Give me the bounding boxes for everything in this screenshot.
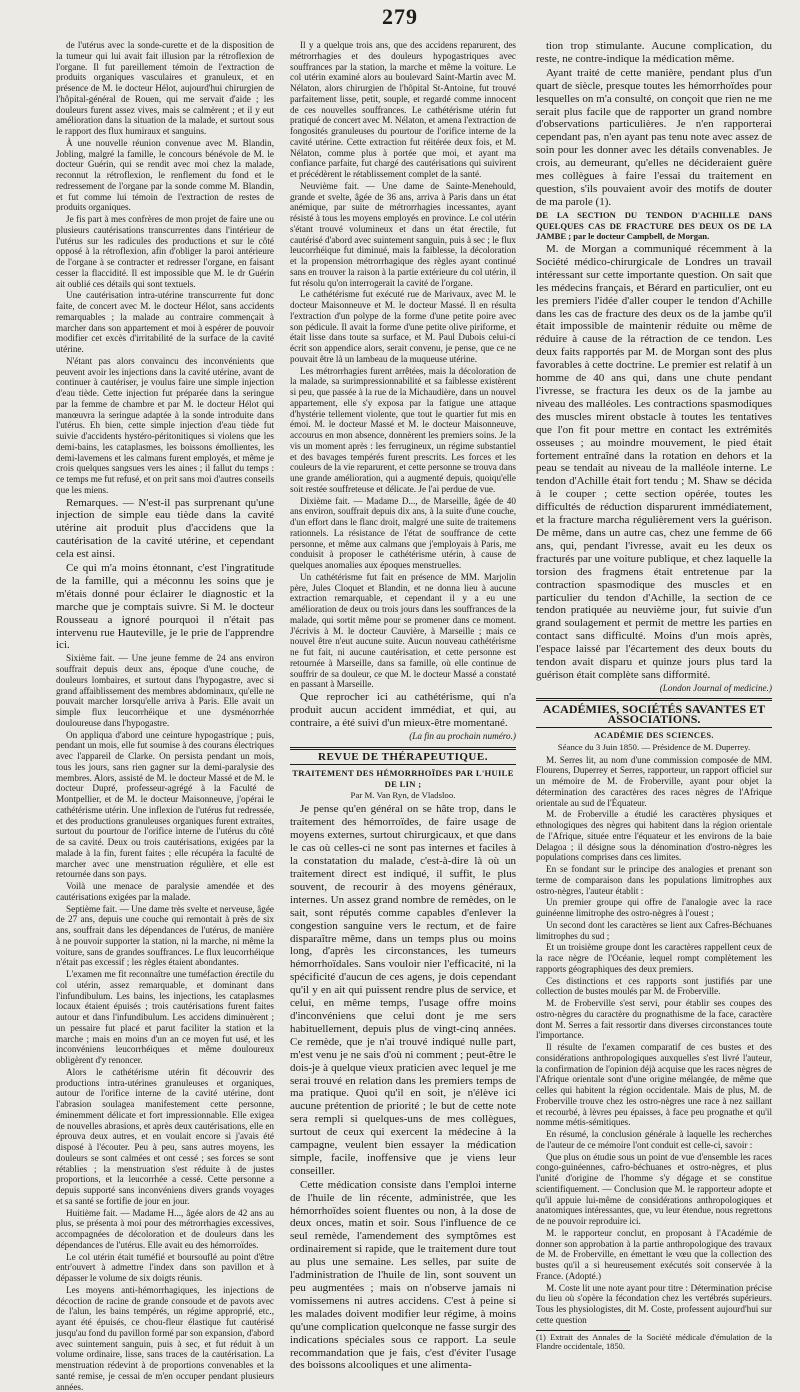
paragraph: M. Coste lit une note ayant pour titre : Détermination précise du lieu où s'opère la fécondation chez les vertébrés supérieurs. Tous les physiologistes, dit M. Coste, professent aujourd'hui sur cette question bbox=[536, 1282, 772, 1325]
paragraph: Le cathétérisme fut exécuté rue de Marivaux, avec M. le docteur Maisonneuve et M. le docteur Massé. Il en résulta l'extraction d'un polype de la forme d'une petite poire avec son pédicule. Il avait la forme d'une petite olive piriforme, et était lisse dans toute sa surface, et M. Paul Dubois celui-ci écrit son appendice alors, serait convenu, je pense, que ce ne pouvait être là un lambeau de la muqueuse utérine. bbox=[290, 289, 516, 364]
paragraph: M. Serres lit, au nom d'une commission composée de MM. Flourens, Duperrey et Serres, rapporteur, un rapport officiel sur un mémoire de M. de Froberville, ayant pour objet la détermination des caractères des races nègres de l'Afrique orientale au sud de l'Équateur. bbox=[536, 754, 772, 808]
paragraph: Neuvième fait. — Une dame de Sainte-Menehould, grande et svelte, âgée de 36 ans, arriva à Paris dans un état anémique, par suite de métrorrhagies incessantes, ayant résisté à tous les moyens employés en province. Le col utérin s'étant trouvé volumineux et dans un état érectile, fut cautérisé d'abord avec suintement sanguin, puis à sec ; le flux leucorrhéique fut diminué, mais la faiblesse, la décoloration et la propension métrorrhagique des règles ayant continué sans en trouver la raison à la partie extérieure du col utérin, il fut résolu qu'on interrogerait la cavité de l'organe. bbox=[290, 180, 516, 288]
paragraph: Une cautérisation intra-utérine transcurrente fut donc faite, de concert avec M. le docteur Hélot, sans accidents remarquables ; la malade au contraire commençait à marcher dans son appartement et moi à espérer de pouvoir modifier cet excès d'irritabilité de la surface de la cavité utérine. bbox=[56, 290, 274, 354]
column-2 bbox=[290, 40, 516, 1372]
paragraph: Un cathétérisme fut fait en présence de MM. Marjolin père, Jules Cloquet et Blandin, et ne donna lieu à aucune extraction remarquable, et cependant il y a eu une amélioration de deux ou trois jours dans les souffrances de la malade, qui sortit même pour se promener dans ce moment. J'écrivis à M. le docteur Cauvière, à Marseille ; mais ce nouvel être n'eut aucune suite. Aucun nouveau cathétérisme ne fut fait, ni aucune cautérisation, et cette personne est retournée à Marseille, dans sa famille, où elle continue de souffrir de sa douleur, ce que M. le docteur Massé a constaté en passant à Marseille. bbox=[290, 571, 516, 690]
paragraph: tion trop stimulante. Aucune complication, du reste, ne contre-indique la médication même. bbox=[536, 40, 772, 65]
academies-session: Séance du 3 Juin 1850. — Présidence de M. Duperrey. bbox=[557, 741, 751, 752]
paragraph: En se fondant sur le principe des analogies et prenant son terme de comparaison dans les populations limitrophes aux ostro-nègres, l'auteur établit : bbox=[536, 864, 772, 896]
paragraph: Ces distinctions et ces rapports sont justifiés par une collection de bustes moulés par M. de Froberville. bbox=[536, 975, 772, 997]
therapeutique-article-title: TRAITEMENT DES HÉMORRHOÏDES PAR L'HUILE DE LIN ; bbox=[292, 768, 514, 789]
therapeutique-section-title: REVUE DE THÉRAPEUTIQUE. bbox=[290, 747, 516, 765]
article-source: (London Journal of medicine.) bbox=[659, 682, 772, 693]
continued-note: (La fin au prochain numéro.) bbox=[409, 730, 516, 741]
academies-section-title: ACADÉMIES, SOCIÉTÉS SAVANTES ET ASSOCIATIONS. bbox=[536, 698, 772, 729]
paragraph: Ayant traité de cette manière, pendant plus d'un quart de siècle, presque toutes les hémorrhoïdes pour lesquelles on m'a consulté, on conçoit que rien ne me serait plus facile que de rapporter un grand nombre d'observations particulières. Je n'en rapporterai cependant pas, n'en ayant pas tenu note avec assez de soin pour les donner avec les détails convenables. Je crois, au demeurant, qu'elles ne décideraient guère mes collègues à faire l'essai du traitement en question, s'ils pouvaient avoir des motifs de douter de ma parole (1). bbox=[536, 66, 772, 208]
paragraph: Sixième fait. — Une jeune femme de 24 ans environ souffrait depuis deux ans, époque d'une couche, de douleurs lombaires, et surtout dans l'hypogastre, avec si grand affaiblissement des membres abdominaux, qu'elle ne pouvait marcher lorsqu'elle arriva à Paris. Elle avait un simple flux leucorrhéique et une dysménorrhée douloureuse dans l'hypogastre. bbox=[56, 653, 274, 728]
paragraph: Que plus on étudie sous un point de vue d'ensemble les races congo-guinéennes, cafro-béchuanes et ostro-nègres, et plus l'unité d'origine de l'homme s'y dégage et se constitue scientifiquement. — Conclusion que M. le rapporteur adopte et qu'il appuie lui-même de considérations anthropologiques et anatomiques intéressantes, que, vu leur étendue, nous regrettons de ne pouvoir reproduire ici. bbox=[536, 1151, 772, 1227]
paragraph: Les moyens anti-hémorrhagiques, les injections de décoction de racine de grande consoude et de pavots avec de l'alun, les bains tempérés, un régime approprié, etc., ayant été épuisés, ce chou-fleur élastique fut cautérisé jusqu'au fond du pavillon formé par son expansion, d'abord avec suintement sanguin, puis à sec, et fut réduit à un volume ordinaire, lisse, sans traces de la cautérisation. La menstruation rédevint à de proportions convenables et la santé remise, je cessai de m'en occuper pendant plusieurs années. bbox=[56, 1284, 274, 1392]
page-number: 279 bbox=[382, 4, 418, 29]
paragraph: M. de Froberville a étudié les caractères physiques et ethnologiques des nègres qui habitent dans la région orientale de l'Afrique, située entre l'équateur et les environs de la baie Delagoa ; il désigne sous la dénomination d'ostro-nègres les populations comprises dans ces limites. bbox=[536, 809, 772, 863]
paragraph: Je pense qu'en général on se hâte trop, dans le traitement des hémorroïdes, de faire usage de moyens externes, surtout chirurgicaux, et que dans le cas où celles-ci ne sont pas internes et faciles à la constatation du malade, c'est-à-dire là où un traitement direct est indiqué, il suffit, le plus souvent, de recourir à des moyens généraux, internes. Un assez grand nombre de remèdes, on le sait, sont réputés comme capables d'enlever la congestion sanguine vers le rectum, et de faire disparaître même, dans un temps plus ou moins long, d'après les circonstances, les tumeurs hémorrhoïdales. Sans vouloir nier l'efficacité, ni la spécificité d'aucun de ces agens, je dois cependant qu'il y en ait qui puissent rendre plus de service, et celui, en même temps, l'usage offre moins d'inconvéniens que celui dont je me sers habituellement, depuis plus de vingt-cinq années. Ce remède, que je n'ai trouvé indiqué nulle part, m'est venu je ne sais d'où ni comment ; peut-être le dois-je à quelque vieux praticien avec lequel je me serai trouvé en relation dans les premiers temps de ma pratique. Quoi qu'il en soit, je n'élève ici aucune prétention de priorité ; le but de cette note sera rempli si quelques-uns de mes collègues, surtout de ceux qui exercent la médecine à la campagne, veulent bien essayer la médication simple, facile, inoffensive que je viens leur conseiller. bbox=[290, 803, 516, 1177]
column-1 bbox=[56, 40, 275, 1392]
footnote: (1) Extrait des Annales de la Société médicale d'émulation de la Flandre occidentale, 1850. bbox=[536, 1332, 772, 1352]
paragraph: Le col utérin était tuméfié et boursouflé au point d'être entr'ouvert à admettre l'index dans son pavillon et à dépasser le volume de six doigts réunis. bbox=[56, 1251, 274, 1284]
paragraph: Alors le cathétérisme utérin fit découvrir des productions intra-utérines granuleuses et organiques, autour de l'orifice interne de la cavité utérine, dont l'abrasion soulagea manifestement cette personne, éminemment délicate et fort impressionnable. Elle exigea de nouvelles abrasions, et après deux cautérisations, elle en éprouva deux autres, et en voulait encore si j'avais été disposé à l'écouter. Peu à peu, sans autres moyens, les douleurs se sont calmées et ont cessé ; ses forces se sont rétablies ; la menstruation s'est réduite à de justes proportions, et la leucorrhée a cessé. Cette personne a depuis supporté sans inconvéniens divers grands voyages et sa santé se fortifie de jour en jour. bbox=[56, 1066, 274, 1206]
paragraph: Huitième fait. — Madame H..., âgée alors de 42 ans au plus, se présenta à moi pour des métrorrhagies excessives, accompagnées de décoloration et de douleurs dans les dépendances de l'utérus. Elle avait eu des hémorroïdes. bbox=[56, 1207, 274, 1250]
paragraph: Un second dont les caractères se lient aux Cafres-Béchuanes limitrophes du sud ; bbox=[536, 919, 772, 941]
paragraph: On appliqua d'abord une ceinture hypogastrique ; puis, pendant un mois, elle fut soumise à des courans électriques avec l'appareil de Clarke. On persista pendant un mois, tous les jours, sans rien gagner sur la demi-paralysie des membres. Alors, assisté de M. le docteur Massé et de M. le docteur Dupré, professeur-agrégé à la Faculté de Montpellier, et de M. le docteur Maisonneuve, j'opérai le cathétérisme utérin. Une inflexion de l'utérus fut redressée, et des productions granuleuses organiques furent extraites, surtout du pourtour de l'orifice interne de l'utérus du côté de sa cavité. Deux ou trois cautérisations, exigées par la malade à la fin, furent faites ; elle récupéra la faculté de marcher avec une menstruation régulière, et elle est retournée dans son pays. bbox=[56, 729, 274, 880]
paragraph: N'étant pas alors convaincu des inconvénients que peuvent avoir les injections dans la cavité utérine, avant de continuer à cautériser, je voulus faire une simple injection d'eau tiède. Cette injection fut préparée dans la seringue par la femme de chambre et par M. le docteur Hélot qui manœuvra la seringue adaptée à la sonde introduite dans l'utérus. Eh bien, cette simple injection d'eau tiède fut suivie d'accidents hystéro-péritonitiques si violens que les demi-bains, les cataplasmes, les boissons émollientes, les demi-lavemens et les calmans furent employés, et même je crois quelques sangsues vers les aines ; il fallut du temps : ce temps me fut refusé, et on prit sans moi d'autres conseils que les miens. bbox=[56, 355, 275, 495]
column-3 bbox=[536, 40, 772, 1352]
paragraph: Que reprocher ici au cathétérisme, qui n'a produit aucun accident immédiat, et qui, au contraire, a été suivi d'un mieux-être momentané. bbox=[290, 691, 516, 729]
paragraph: Il résulte de l'examen comparatif de ces bustes et des considérations anthropologiques auxquelles s'est livré l'auteur, la confirmation de l'opinion déjà acquise que les races nègres de l'Afrique orientale sont d'une origine mélangée, de même que celles qui habitent la région occidentale. Mais de plus, M. de Froberville trouve chez les ostro-nègres une race à nez saillant et recourbé, à lèvres peu épaisses, à face peu prognathe et qu'il nomme métis-sémitiques. bbox=[536, 1042, 772, 1128]
paragraph: Voilà une menace de paralysie amendée et des cautérisations exigées par la malade. bbox=[56, 881, 274, 902]
paragraph: Les métrorrhagies furent arrêtées, mais la décoloration de la malade, sa surimpressionnabilité et sa faiblesse existèrent si peu, que passée à la rue de la Michaudière, dans un nouvel appartement, elle s'y exposa par la fatigue une attaque d'hystérie tellement violente, que tout le quartier fut mis en émoi. M. le docteur Massé et M. le docteur Maisonneuve, accourus en mon absence, donnèrent les premiers soins. Je la vis un moment après : les ferrugineux, un régime substantiel et des bavages tempérés furent prescrits. Les forces et les couleurs de la vie reparurent, et cette personne se trouva dans une grande amélioration, qui a augmenté depuis, quoiqu'elle soit restée souffreteuse et délicate. Je l'ai perdue de vue. bbox=[290, 365, 516, 494]
paragraph: Septième fait. — Une dame très svelte et nerveuse, âgée de 27 ans, depuis une couche qui remontait à près de six ans, souffrait dans les dépendances de l'utérus, de manière à ne pouvoir supporter la station, ni la marche, ni même la voiture, sans de grandes souffrances. Le flux leucorrhéique n'était pas excessif ; les règles étaient abondantes. bbox=[56, 903, 274, 968]
paragraph: Ce qui m'a moins étonnant, c'est l'ingratitude de la famille, qui a méconnu les soins que je m'étais donné pour éclairer le diagnostic et la marche que je comptais suivre. Si M. le docteur Rousseau a ignoré pourquoi il n'était pas intervenu rue Hauteville, je le prie de l'apprendre ici. bbox=[56, 562, 274, 652]
paragraph: de l'utérus avec la sonde-curette et de la disposition de la tumeur qui lui avait fait illusion par la rétroflexion de l'organe. Il fut pareillement témoin de l'extraction de produits organiques vasculaires et granuleux, et en présence de M. le docteur Hélot, aujourd'hui chirurgien de l'hôpital-général de Rouen, qui me servait d'aide ; les douleurs furent assez vives, mais se calmèrent ; et il y eut amélioration dans la situation de la malade, et surtout sous le rapport des flux humiraux et sanguins. bbox=[56, 40, 274, 136]
paragraph: Je fis part à mes confrères de mon projet de faire une ou plusieurs cautérisations transcurrentes dans l'intérieur de l'utérus sur les radicules des productions et sur le côté opposé à la rétroflexion, afin d'obliger la paroi antérieure de l'organe à se contracter et redresser l'organe, en faisant cesser la flaccidité. Il est impossible que M. le dr Guérin ait oublié ces détails qui sont textuels. bbox=[56, 214, 274, 289]
paragraph: M. de Morgan a communiqué récemment à la Société médico-chirurgicale de Londres un travail intéressant sur cette importante question. On sait que les médecins français, et Bérard en particulier, ont eu les premiers l'idée d'aller couper le tendon d'Achille dans les cas de fracture des deux os de la jambe qu'il était impossible de maintenir réduite ou même de réduire à cause de la rétraction de ce tendon. Les deux faits rapportés par M. de Morgan sont des plus favorables à cette doctrine. Le premier est relatif à un homme de 40 ans qui, dans une chute pendant l'ivresse, se fractura les deux os de la jambe au niveau des malléoles. Les contractions spasmodiques des muscles mirent obstacle à toutes les tentatives que l'on fit pour mettre en contact les extrémités osseuses ; au moindre mouvement, le pied était fortement entraîné dans la rotation en dehors et la peau se tendait au niveau de la malléole interne. Le tendon d'Achille était fort tendu ; M. Shaw se décida à le couper ; cette section opérée, toutes les difficultés de réduction disparurent immédiatement, et la fracture marcha régulièrement vers la guérison. De même, dans un autre cas, chez une femme de 66 ans, qui, pendant l'ivresse, avait eu les deux os fracturés par une voiture publique, et chez laquelle la torsion des fragmens était entretenue par la contraction spasmodique des muscles et en particulier du tendon d'Achille, la section de ce tendon pratiquée au neuvième jour, fut suivie d'un grand soulagement et permit de mettre les parties en contact sans difficulté. Moins d'un mois après, l'espace laissé par l'écartement des deux bouts du tendon avait disparu et quinze jours plus tard la guérison était complète sans difformité. bbox=[536, 243, 772, 681]
paragraph: Il y a quelque trois ans, que des accidens reparurent, des métrorrhagies et des douleurs hypogastriques avec souffrances par la station, la marche et même la voiture. Le col utérin examiné alors au boulevard Saint-Martin avec M. Nélaton, alors chirurgien de l'hôpital St-Antoine, fut trouvé parfaitement lisse, petit, souple, et regardé comme innocent de ces nouvelles souffrances. Le cathétérisme utérin fut pratiqué de concert avec M. Nélaton, et amena l'extraction de fongosités granuleuses du pourtour de l'orifice interne de la cavité utérine. Cette extraction fut réitérée deux fois, et M. Nélaton, comme plus à portée que moi, et ayant ma confiance parfaite, fut chargé des cautérisations qui suivirent et précédèrent le rétablissement complet de la santé. bbox=[290, 40, 516, 179]
paragraph: En résumé, la conclusion générale à laquelle les recherches de l'auteur de ce mémoire l'ont conduit est celle-ci, savoir : bbox=[536, 1129, 772, 1150]
paragraph: Et un troisième groupe dont les caractères rappellent ceux de la race nègre de l'Océanie, lequel rompt complètement les rapports géographiques des deux premiers. bbox=[536, 942, 772, 974]
paragraph: Remarques. — N'est-il pas surprenant qu'une injection de simple eau tiède dans la cavité utérine ait produit plus d'accidens que la cautérisation de la cavité utérine, et cependant cela est ainsi. bbox=[56, 496, 274, 561]
paragraph: M. de Froberville s'est servi, pour établir ses coupes des ostro-nègres du caractère du prognathisme de la face, caractère dont M. Serres a fait ressortir dans diverses circonstances toute l'importance. bbox=[536, 998, 772, 1041]
academies-subtitle: ACADÉMIE DES SCIENCES. bbox=[594, 731, 714, 741]
paragraph: Cette médication consiste dans l'emploi interne de l'huile de lin récente, administrée, que les hémorrhoïdes soient fluentes ou non, à la dose de deux onces, matin et soir. Sous l'influence de ce seul remède, l'amendement des symptômes est ordinairement si rapide, que le traitement dure tout au plus une semaine. Les selles, par suite de l'administration de l'huile de lin, sont souvent un peu augmentées ; mais on n'observe jamais ni vomissemens ni autres accidens. C'est à peine si les malades doivent modifier leur régime, à moins qu'une complication quelconque ne fasse surgir des indications spéciales sous ce rapport. La seule recommandation que je fais, c'est d'éviter l'usage des boissons alcooliques et une alimenta- bbox=[290, 1178, 516, 1372]
therapeutique-author: Par M. Van Ryn, de Vladsloo. bbox=[350, 789, 456, 800]
paragraph: L'examen me fit reconnaître une tuméfaction érectile du col utérin, assez remarquable, et dominant dans l'infundibulum. Les bains, les injections, les cataplasmes locaux étaient épuisés ; trois cautérisations furent faites autour et dans l'infundibulum. Les accidens diminuèrent ; un pessaire fut placé et parut faciliter la station et la marche ; mais en moins d'un an ce moyen fut usé, et les inconvéniens leucorrhéiques et même douloureux obligèrent d'y renoncer. bbox=[56, 969, 274, 1066]
paragraph: À une nouvelle réunion convenue avec M. Blandin, Jobling, malgré la famille, le concours bénévole de M. le docteur Guérin, qui se rendit avec moi chez la malade, reconnut la rétroflexion, le renflement du fond et le redressement de l'organe par la sonde comme M. Blandin, et fut comme lui témoin de l'extraction de restes de produits organiques. bbox=[56, 137, 274, 213]
paragraph: Dixième fait. — Madame D..., de Marseille, âgée de 40 ans environ, souffrait depuis dix ans, à la suite d'une couche, d'un effort dans le flanc droit, malgré une suite de traitemens rationnels. La résistance de l'état de souffrance de cette personne, et même aux calmans que j'employais à Paris, me conduisit à proposer le cathétérisme utérin, à cause de quelques anomalies aux époques menstruelles. bbox=[290, 495, 516, 570]
paragraph: M. le rapporteur conclut, en proposant à l'Académie de donner son approbation à la partie anthropologique des travaux de M. de Froberville, en émettant le vœu que la collection des bustes qu'il a si heureusement exécutés soit conservée à la France. (Adopté.) bbox=[536, 1227, 772, 1281]
footnote-divider bbox=[536, 1330, 630, 1331]
achilles-article-title: DE LA SECTION DU TENDON D'ACHILLE DANS QUELQUES CAS DE FRACTURE DES DEUX OS DE LA JAMBE ; par le docteur Campbell, de Morgan. bbox=[536, 209, 772, 242]
paragraph: Un premier groupe qui offre de l'analogie avec la race guinéenne limitrophe des ostro-nègres à l'ouest ; bbox=[536, 897, 772, 919]
